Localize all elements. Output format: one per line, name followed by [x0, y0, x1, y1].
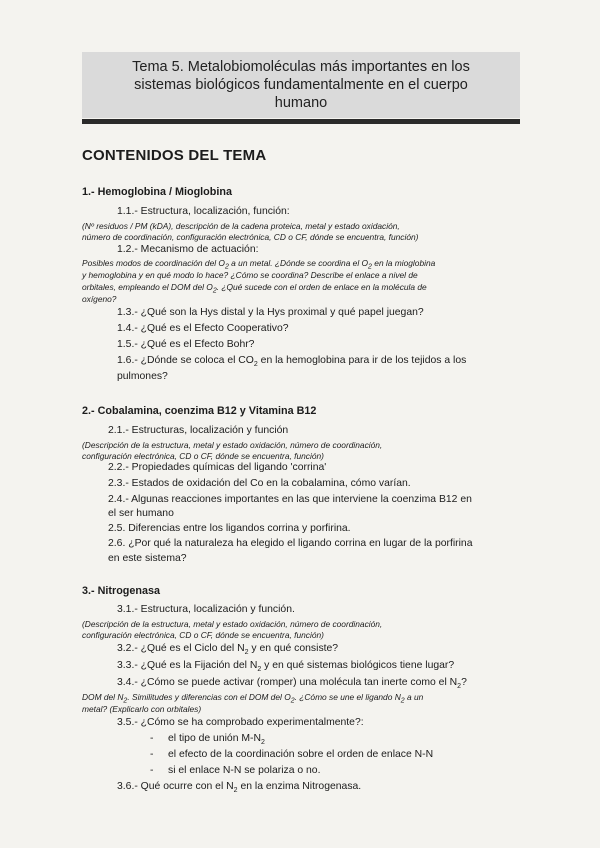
note-1-2-line-2: y hemoglobina y en qué modo lo hace? ¿Cómo se coordina? Describe el enlace a nivel de [82, 270, 418, 280]
item-2-4-line-1: 2.4.- Algunas reacciones importantes en las que interviene la coenzima B12 en [108, 494, 472, 505]
item-3-5: 3.5.- ¿Cómo se ha comprobado experimentalmente?: [117, 717, 364, 728]
title-line-2: sistemas biológicos fundamentalmente en el cuerpo [134, 77, 468, 93]
contents-heading: CONTENIDOS DEL TEMA [82, 147, 267, 164]
item-2-5: 2.5. Diferencias entre los ligandos corrina y porfirina. [108, 523, 351, 534]
title-line-3: humano [274, 95, 328, 111]
note-1-2-line-4: oxígeno? [82, 294, 117, 304]
note-2-1-line-1: (Descripción de la estructura, metal y estado oxidación, número de coordinación, [82, 440, 383, 450]
item-2-6-line-2: en este sistema? [108, 553, 187, 564]
item-3-4: 3.4.- ¿Cómo se puede activar (romper) una molécula tan inerte como el $N_2$? [117, 677, 467, 691]
bullet-dash: - [150, 749, 154, 760]
note-1-2-line-1: Posibles modos de coordinación del $O_2$ a un metal. ¿Dónde se coordina el $O_2$ en la mioglobina [82, 258, 436, 271]
title-line-1: Tema 5. Metalobiomoléculas más importantes en los [132, 59, 470, 75]
item-1-3: 1.3.- ¿Qué son la Hys distal y la Hys proximal y qué papel juegan? [117, 307, 424, 318]
item-3-3: 3.3.- ¿Qué es la Fijación del $N_2$ y en qué sistemas biológicos tiene lugar? [117, 660, 455, 674]
item-1-5: 1.5.- ¿Qué es el Efecto Bohr? [117, 339, 255, 350]
item-2-1: 2.1.- Estructuras, localización y función [108, 425, 289, 436]
note-3-1-line-1: (Descripción de la estructura, metal y estado oxidación, número de coordinación, [82, 619, 383, 629]
item-2-4-line-2: el ser humano [108, 508, 174, 519]
bullet-dash: - [150, 733, 154, 744]
item-2-2: 2.2.- Propiedades químicas del ligando 'corrina' [108, 462, 327, 473]
section-2-title: 2.- Cobalamina, coenzima B12 y Vitamina B12 [82, 405, 317, 417]
note-3-1-line-2: configuración electrónica, CD o CF, dónde se encuentra, función) [82, 630, 324, 640]
item-2-3: 2.3.- Estados de oxidación del Co en la cobalamina, cómo varían. [108, 478, 411, 489]
note-1-2-line-3: orbitales, empleando el DOM del $O_2$. ¿Qué sucede con el orden de enlace en la molécula de [82, 282, 427, 295]
bullet-2: - el efecto de la coordinación sobre el orden de enlace N-N [150, 749, 434, 760]
note-2-1-line-2: configuración electrónica, CD o CF, dónde se encuentra, función) [82, 451, 324, 461]
item-3-1: 3.1.- Estructura, localización y función. [117, 604, 295, 615]
note-3-4-line-2: metal? (Explicarlo con orbitales) [82, 704, 202, 714]
note-1-1-line-1: (Nº residuos / PM (kDA), descripción de la cadena proteica, metal y estado oxidación, [82, 221, 400, 231]
item-1-1: 1.1.- Estructura, localización, función: [117, 206, 290, 217]
item-3-2: 3.2.- ¿Qué es el Ciclo del $N_2$ y en qué consiste? [117, 643, 339, 657]
item-3-6: 3.6.- Qué ocurre con el $N_2$ en la enzima Nitrogenasa. [117, 781, 362, 795]
title-underline-rule [82, 119, 520, 124]
note-1-1-line-2: número de coordinación, configuración electrónica, CD o CF, dónde se encuentra, función) [82, 232, 419, 242]
title-box [82, 52, 520, 118]
bullet-3: - si el enlace N-N se polariza o no. [150, 765, 321, 776]
item-1-2: 1.2.- Mecanismo de actuación: [117, 244, 259, 255]
section-3-title: 3.- Nitrogenasa [82, 585, 160, 597]
item-1-6-line-1: 1.6.- ¿Dónde se coloca el $CO_2$ en la hemoglobina para ir de los tejidos a los [117, 355, 467, 369]
bullet-1: - el tipo de unión $M-N_2$ [150, 733, 265, 747]
section-1-title: 1.- Hemoglobina / Mioglobina [82, 186, 232, 198]
item-2-6-line-1: 2.6. ¿Por qué la naturaleza ha elegido el ligando corrina en lugar de la porfirina [108, 538, 473, 549]
note-3-4-line-1: DOM del $N_2$. Similitudes y diferencias con el DOM del $O_2$. ¿Cómo se une el ligando $N_2$ a un [82, 692, 424, 705]
item-1-6-line-2: pulmones? [117, 371, 168, 382]
bullet-dash: - [150, 765, 154, 776]
item-1-4: 1.4.- ¿Qué es el Efecto Cooperativo? [117, 323, 289, 334]
